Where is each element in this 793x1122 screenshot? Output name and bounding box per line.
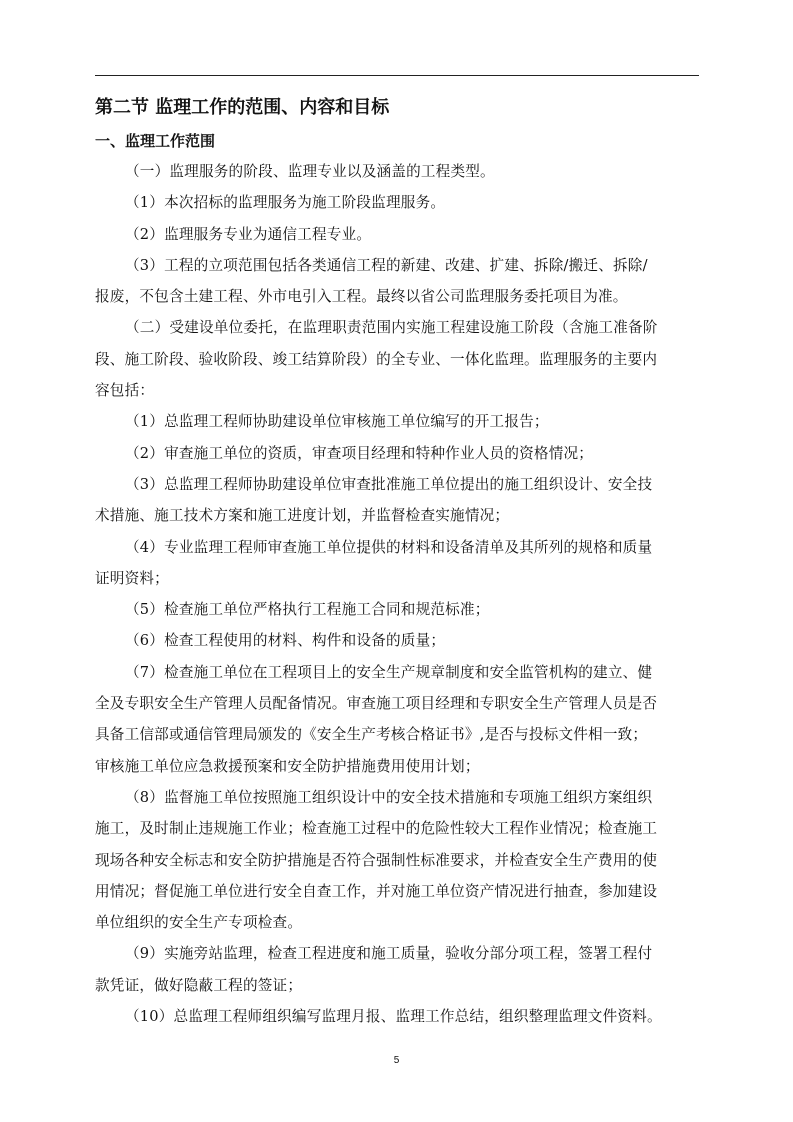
text-line: （3）总监理工程师协助建设单位审查批准施工单位提出的施工组织设计、安全技	[125, 475, 653, 493]
paragraph	[95, 406, 701, 437]
paragraph	[95, 156, 701, 187]
text-line: （9）实施旁站监理，检查工程进度和施工质量，验收分部分项工程，签署工程付	[125, 945, 653, 963]
text-line: （4）专业监理工程师审查施工单位提供的材料和设备清单及其所列的规格和质量	[125, 538, 653, 556]
text-line: （一）监理服务的阶段、监理专业以及涵盖的工程类型。	[125, 163, 495, 180]
text-line: （1）本次招标的监理服务为施工阶段监理服务。	[125, 194, 446, 212]
text-line: （5）检查施工单位严格执行工程施工合同和规范标准；	[125, 601, 490, 619]
paragraph	[95, 532, 701, 595]
paragraph	[95, 1001, 701, 1032]
text-line: （2）审查施工单位的资质，审查项目经理和特种作业人员的资格情况；	[125, 444, 594, 462]
paragraph	[95, 438, 701, 469]
text-line: （1）总监理工程师协助建设单位审核施工单位编写的开工报告；	[125, 413, 549, 431]
paragraph	[95, 657, 701, 782]
paragraph	[95, 625, 701, 656]
paragraph	[95, 594, 701, 625]
text-line: 证明资料；	[95, 569, 169, 587]
text-line: 容包括：	[95, 382, 155, 400]
document-body	[95, 156, 701, 1032]
text-line: （10）总监理工程师组织编写监理月报、监理工作总结，组织整理监理文件资料。	[125, 1008, 662, 1026]
text-line: 具备工信部或通信管理局颁发的《安全生产考核合格证书》,是否与投标文件相一致；	[95, 726, 648, 744]
subsection-title: 一、监理工作范围	[95, 132, 216, 150]
text-line: 施工，及时制止违规施工作业；检查施工过程中的危险性较大工程作业情况；检查施工	[95, 820, 658, 838]
paragraph	[95, 469, 701, 532]
text-line: 报废，不包含土建工程、外市电引入工程。最终以省公司监理服务委托项目为准。	[95, 288, 628, 306]
text-line: 单位组织的安全生产专项检查。	[95, 914, 303, 932]
paragraph	[95, 219, 701, 250]
text-line: （8）监督施工单位按照施工组织设计中的安全技术措施和专项施工组织方案组织	[125, 788, 653, 806]
text-line: 全及专职安全生产管理人员配备情况。审查施工项目经理和专职安全生产管理人员是否	[95, 695, 658, 713]
paragraph	[95, 250, 701, 313]
text-line: 用情况；督促施工单位进行安全自查工作，并对施工单位资产情况进行抽查，参加建设	[95, 882, 658, 900]
paragraph	[95, 938, 701, 1001]
paragraph	[95, 187, 701, 218]
text-line: （6）检查工程使用的材料、构件和设备的质量；	[125, 632, 446, 650]
text-line: （3）工程的立项范围包括各类通信工程的新建、改建、扩建、拆除/搬迁、拆除/	[125, 256, 648, 274]
text-line: 术措施、施工技术方案和施工进度计划，并监督检查实施情况；	[95, 507, 510, 525]
header-rule	[95, 75, 699, 76]
text-line: 段、施工阶段、验收阶段、竣工结算阶段）的全专业、一体化监理。监理服务的主要内	[95, 350, 658, 368]
paragraph	[95, 782, 701, 938]
text-line: 款凭证，做好隐蔽工程的签证；	[95, 976, 303, 994]
text-line: （7）检查施工单位在工程项目上的安全生产规章制度和安全监管机构的建立、健	[125, 663, 653, 681]
section-title: 第二节 监理工作的范围、内容和目标	[95, 97, 390, 118]
text-line: 现场各种安全标志和安全防护措施是否符合强制性标准要求，并检查安全生产费用的使	[95, 851, 658, 869]
text-line: 审核施工单位应急救援预案和安全防护措施费用使用计划；	[95, 757, 480, 775]
text-line: （2）监理服务专业为通信工程专业。	[125, 225, 372, 243]
text-line: （二）受建设单位委托，在监理职责范围内实施工程建设施工阶段（含施工准备阶	[125, 319, 658, 337]
paragraph	[95, 312, 701, 406]
page-number: 5	[393, 1055, 400, 1066]
